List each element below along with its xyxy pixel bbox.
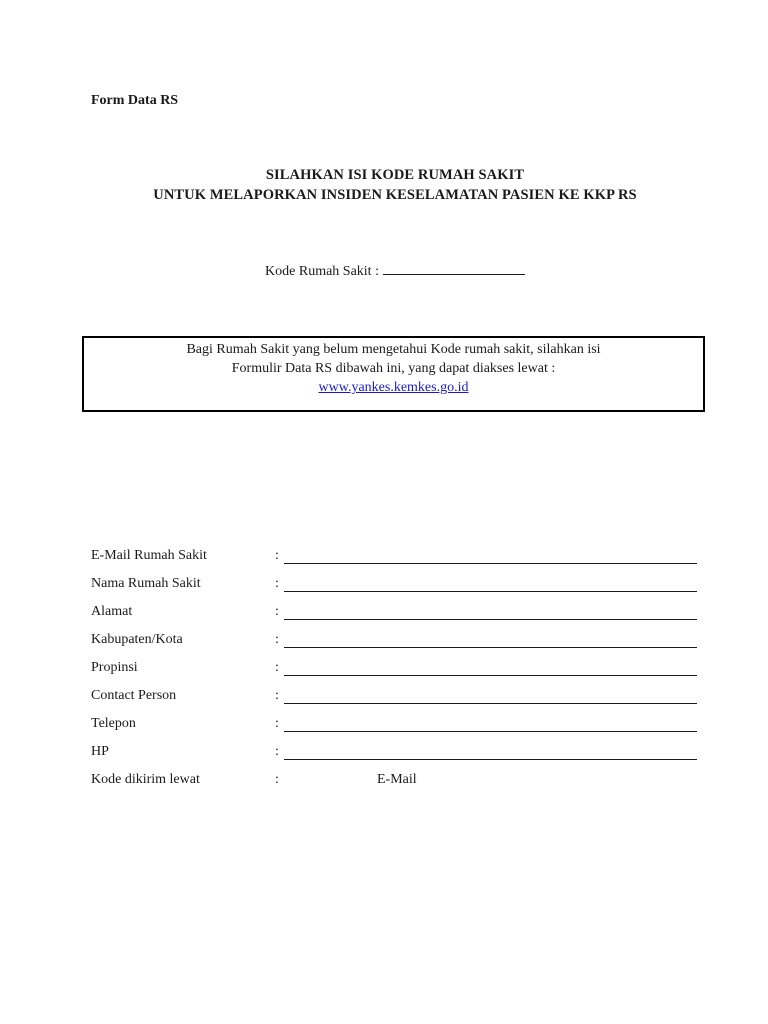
hp-field[interactable]: [284, 759, 697, 760]
field-colon: :: [275, 772, 279, 787]
alamat-field[interactable]: [284, 619, 697, 620]
hp-label: HP: [91, 744, 109, 759]
propinsi-field[interactable]: [284, 675, 697, 676]
propinsi-label: Propinsi: [91, 660, 138, 675]
field-colon: :: [275, 548, 279, 563]
contact-person-field[interactable]: [284, 703, 697, 704]
contact-person-label: Contact Person: [91, 688, 177, 703]
kabupaten-kota-field[interactable]: [284, 647, 697, 648]
kode-dikirim-label: Kode dikirim lewat: [91, 772, 200, 787]
info-box: [82, 336, 705, 412]
form-label: Form Data RS: [91, 93, 179, 108]
field-colon: :: [275, 660, 279, 675]
info-box-line-2: Formulir Data RS dibawah ini, yang dapat diakses lewat :: [231, 361, 556, 376]
kabupaten-kota-label: Kabupaten/Kota: [91, 632, 183, 647]
field-colon: :: [275, 744, 279, 759]
yankes-link[interactable]: www.yankes.kemkes.go.id: [318, 380, 469, 395]
email-rumah-sakit-label: E-Mail Rumah Sakit: [91, 548, 207, 563]
email-rumah-sakit-field[interactable]: [284, 563, 697, 564]
page-title-line-1: SILAHKAN ISI KODE RUMAH SAKIT: [265, 167, 525, 183]
field-colon: :: [275, 576, 279, 591]
telepon-label: Telepon: [91, 716, 136, 731]
nama-rumah-sakit-field[interactable]: [284, 591, 697, 592]
page-title-line-2: UNTUK MELAPORKAN INSIDEN KESELAMATAN PASIEN KE KKP RS: [153, 187, 637, 203]
field-colon: :: [275, 716, 279, 731]
alamat-label: Alamat: [91, 604, 133, 619]
field-colon: :: [275, 604, 279, 619]
kode-rumah-sakit-row: [0, 262, 768, 280]
telepon-field[interactable]: [284, 731, 697, 732]
nama-rumah-sakit-label: Nama Rumah Sakit: [91, 576, 201, 591]
kode-rumah-sakit-label: Kode Rumah Sakit :: [265, 264, 379, 279]
kode-rumah-sakit-blank[interactable]: [383, 262, 525, 275]
kode-dikirim-value: E-Mail: [377, 772, 417, 787]
field-colon: :: [275, 688, 279, 703]
field-colon: :: [275, 632, 279, 647]
info-box-line-1: Bagi Rumah Sakit yang belum mengetahui Kode rumah sakit, silahkan isi: [186, 342, 601, 357]
